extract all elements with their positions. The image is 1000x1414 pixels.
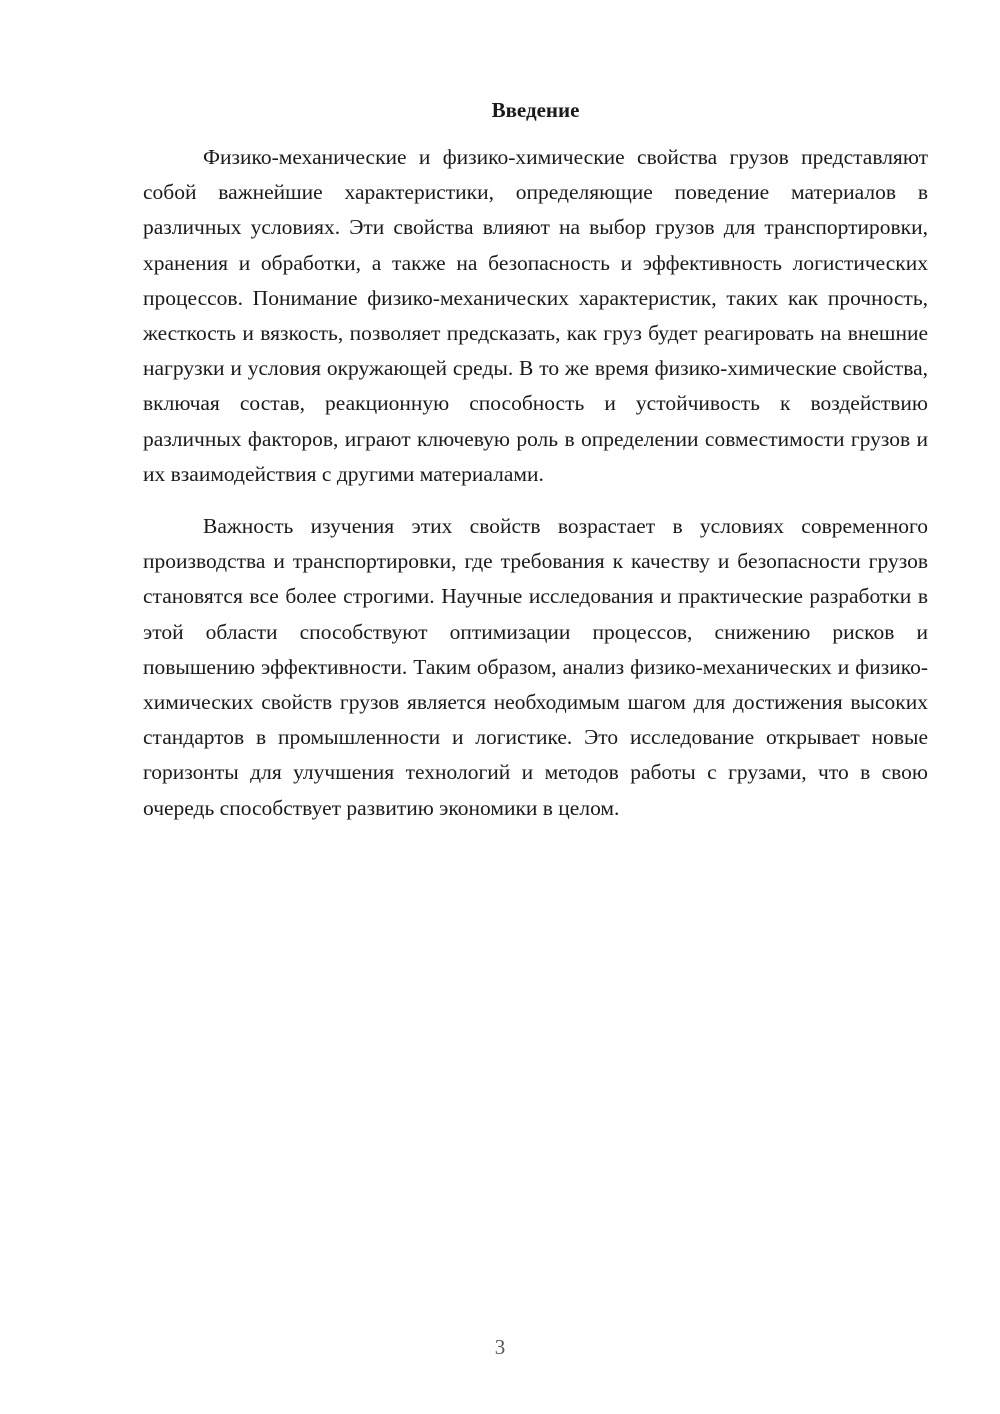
page-content (143, 92, 928, 826)
section-heading: Введение (491, 98, 580, 122)
paragraph-1: Физико-механические и физико-химические свойства грузов представляют собой важнейшие характеристики, определяющие поведение материалов в различных условиях. Эти свойства влияют на выбор грузов для транспортировки, хранения и обработки, а также на безопасность и эффективность логистических процессов. Понимание физико-механических характеристик, таких как прочность, жесткость и вязкость, позволяет предсказать, как груз будет реагировать на внешние нагрузки и условия окружающей среды. В то же время физико-химические свойства, включая состав, реакционную способность и устойчивость к воздействию различных факторов, играют ключевую роль в определении совместимости грузов и их взаимодействия с другими материалами. (143, 145, 928, 486)
paragraph-2: Важность изучения этих свойств возрастает в условиях современного производства и транспортировки, где требования к качеству и безопасности грузов становятся все более строгими. Научные исследования и практические разработки в этой области способствуют оптимизации процессов, снижению рисков и повышению эффективности. Таким образом, анализ физико-механических и физико-химических свойств грузов является необходимым шагом для достижения высоких стандартов в промышленности и логистике. Это исследование открывает новые горизонты для улучшения технологий и методов работы с грузами, что в свою очередь способствует развитию экономики в целом. (143, 514, 928, 820)
page-number: 3 (494, 1335, 506, 1359)
